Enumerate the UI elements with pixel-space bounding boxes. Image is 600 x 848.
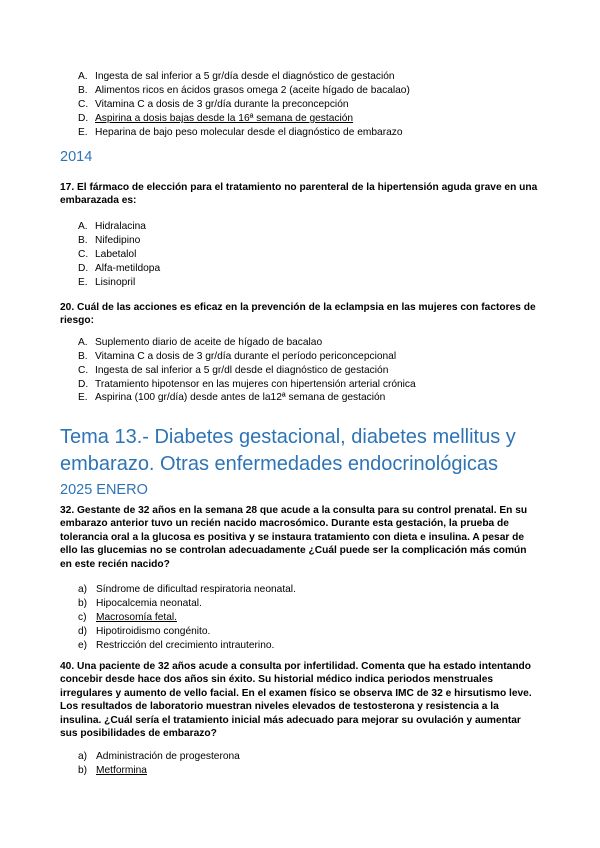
option-c: C. Ingesta de sal inferior a 5 gr/dl desde el diagnóstico de gestación: [78, 365, 389, 376]
question-20: 20. Cuál de las acciones es eficaz en la prevención de la eclampsia en las mujeres con factores de riesgo:: [60, 302, 536, 327]
option-a: A. Hidralacina: [78, 221, 146, 232]
option-b: B. Nifedipino: [78, 235, 141, 246]
year-heading-2014: 2014: [60, 149, 93, 165]
question-17: 17. El fármaco de elección para el tratamiento no parenteral de la hipertensión aguda grave en una embarazada es:: [60, 182, 538, 207]
option-d: d) Hipotiroidismo congénito.: [78, 626, 211, 637]
option-e: E. Aspirina (100 gr/día) desde antes de la12ª semana de gestación: [78, 392, 386, 403]
option-d-correct: D. Aspirina a dosis bajas desde la 16ª semana de gestación: [78, 113, 354, 124]
option-e: E. Heparina de bajo peso molecular desde el diagnóstico de embarazo: [78, 127, 403, 138]
question-40: 40. Una paciente de 32 años acude a consulta por infertilidad. Comenta que ha estado intentando concebir desde hace dos años sin éxito. Su historial médico indica periodos menstruales irregulares y aumento de vello facial. En el examen físico se observa IMC de 32 e hirsutismo leve. Los resultados de laboratorio muestran niveles elevados de testosterona y resistencia a la insulina. ¿Cuál sería el tratamiento inicial más adecuado para mejorar su ovulación y aumentar sus posibilidades de embarazo?: [60, 661, 532, 740]
option-b-correct: b) Metformina: [78, 765, 147, 776]
option-a: a) Administración de progesterona: [78, 751, 240, 762]
option-a: a) Síndrome de dificultad respiratoria neonatal.: [78, 584, 296, 595]
option-a: A. Ingesta de sal inferior a 5 gr/día desde el diagnóstico de gestación: [78, 71, 395, 82]
year-heading-2025: 2025 ENERO: [60, 482, 148, 498]
option-b: B. Alimentos ricos en ácidos grasos omega 2 (aceite hígado de bacalao): [78, 85, 410, 96]
option-c: C. Vitamina C a dosis de 3 gr/día durante la preconcepción: [78, 99, 349, 110]
option-b: B. Vitamina C a dosis de 3 gr/día durante el período periconcepcional: [78, 351, 397, 362]
option-b: b) Hipocalcemia neonatal.: [78, 598, 202, 609]
question-32: 32. Gestante de 32 años en la semana 28 que acude a la consulta para su control prenatal. En su embarazo anterior tuvo un recién nacido macrosómico. Durante esta gestación, la prueba de tolerancia oral a la glucosa es positiva y se instaura tratamiento con dieta e insulina. A pesar de ello las glucemias no se controlan adecuadamente ¿Cuál puede ser la complicación más común en este recién nacido?: [60, 505, 528, 570]
option-d: D. Alfa-metildopa: [78, 263, 161, 274]
option-c: C. Labetalol: [78, 249, 137, 260]
option-e: e) Restricción del crecimiento intrauterino.: [78, 640, 275, 651]
option-e: E. Lisinopril: [78, 277, 136, 288]
option-d: D. Tratamiento hipotensor en las mujeres con hipertensión arterial crónica: [78, 379, 416, 390]
option-c-correct: c) Macrosomía fetal.: [78, 612, 177, 623]
topic-heading: Tema 13.- Diabetes gestacional, diabetes mellitus y embarazo. Otras enfermedades endocrinológicas: [60, 426, 516, 475]
option-a: A. Suplemento diario de aceite de hígado de bacalao: [78, 337, 323, 348]
